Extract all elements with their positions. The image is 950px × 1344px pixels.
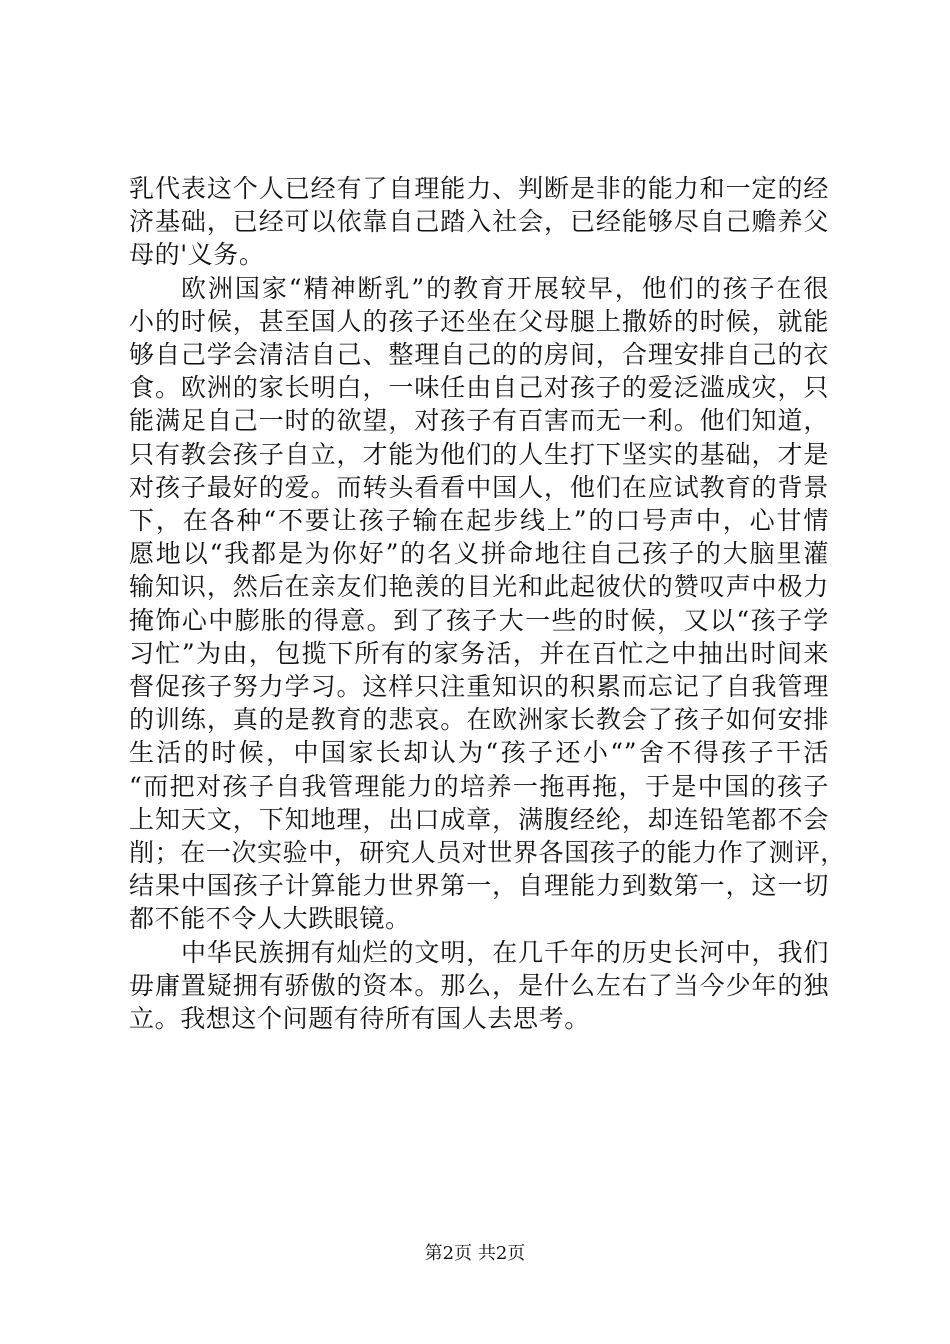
- text-line: 生活的时候，中国家长却认为“孩子还小“”舍不得孩子干活: [129, 738, 829, 768]
- text-line: 掩饰心中膨胀的得意。到了孩子大一些的时候，又以“孩子学: [129, 605, 829, 635]
- text-line: 的训练，真的是教育的悲哀。在欧洲家长教会了孩子如何安排: [129, 705, 829, 735]
- text-line: 能满足自己一时的欲望，对孩子有百害而无一利。他们知道，: [129, 406, 829, 436]
- text-line: 结果中国孩子计算能力世界第一，自理能力到数第一，这一切: [129, 871, 829, 901]
- document-body: [129, 172, 846, 1035]
- text-line: 上知天文，下知地理，出口成章，满腹经纶，却连铅笔都不会: [129, 804, 829, 834]
- text-line: 济基础，已经可以依靠自己踏入社会，已经能够尽自己赡养父: [129, 207, 829, 237]
- text-line: 习忙”为由，包揽下所有的家务活，并在百忙之中抽出时间来: [129, 638, 829, 668]
- text-line: 督促孩子努力学习。这样只注重知识的积累而忘记了自我管理: [129, 672, 829, 702]
- text-line: 削；在一次实验中，研究人员对世界各国孩子的能力作了测评，: [129, 838, 846, 868]
- text-line: 食。欧洲的家长明白，一味任由自己对孩子的爱泛滥成灾，只: [129, 373, 829, 403]
- text-line: 够自己学会清洁自己、整理自己的的房间，合理安排自己的衣: [129, 340, 829, 370]
- text-line: 立。我想这个问题有待所有国人去思考。: [129, 1004, 590, 1034]
- text-line: 对孩子最好的爱。而转头看看中国人，他们在应试教育的背景: [129, 472, 829, 502]
- text-line: 只有教会孩子自立，才能为他们的人生打下坚实的基础，才是: [129, 439, 829, 469]
- text-line: 母的'义务。: [129, 240, 265, 270]
- paragraph-first-line: 欧洲国家“精神断乳”的教育开展较早，他们的孩子在很: [181, 273, 829, 303]
- text-line: 输知识，然后在亲友们艳羡的目光和此起彼伏的赞叹声中极力: [129, 572, 829, 602]
- text-line: 愿地以“我都是为你好”的名义拼命地往自己孩子的大脑里灌: [129, 539, 829, 569]
- text-line: 都不能不令人大跌眼镜。: [129, 904, 411, 934]
- paragraph-first-line: 中华民族拥有灿烂的文明，在几千年的历史长河中，我们: [181, 937, 829, 967]
- text-line: 乳代表这个人已经有了自理能力、判断是非的能力和一定的经: [129, 174, 829, 203]
- page-number-label: 第2页 共2页: [424, 1243, 526, 1264]
- page-footer: [0, 1242, 950, 1266]
- text-line: 毋庸置疑拥有骄傲的资本。那么，是什么左右了当今少年的独: [129, 970, 829, 1000]
- text-line: 下，在各种“不要让孩子输在起步线上”的口号声中，心甘情: [129, 506, 829, 536]
- text-line: 小的时候，甚至国人的孩子还坐在父母腿上撒娇的时候，就能: [129, 306, 829, 336]
- text-line: “而把对孩子自我管理能力的培养一拖再拖，于是中国的孩子: [129, 771, 829, 801]
